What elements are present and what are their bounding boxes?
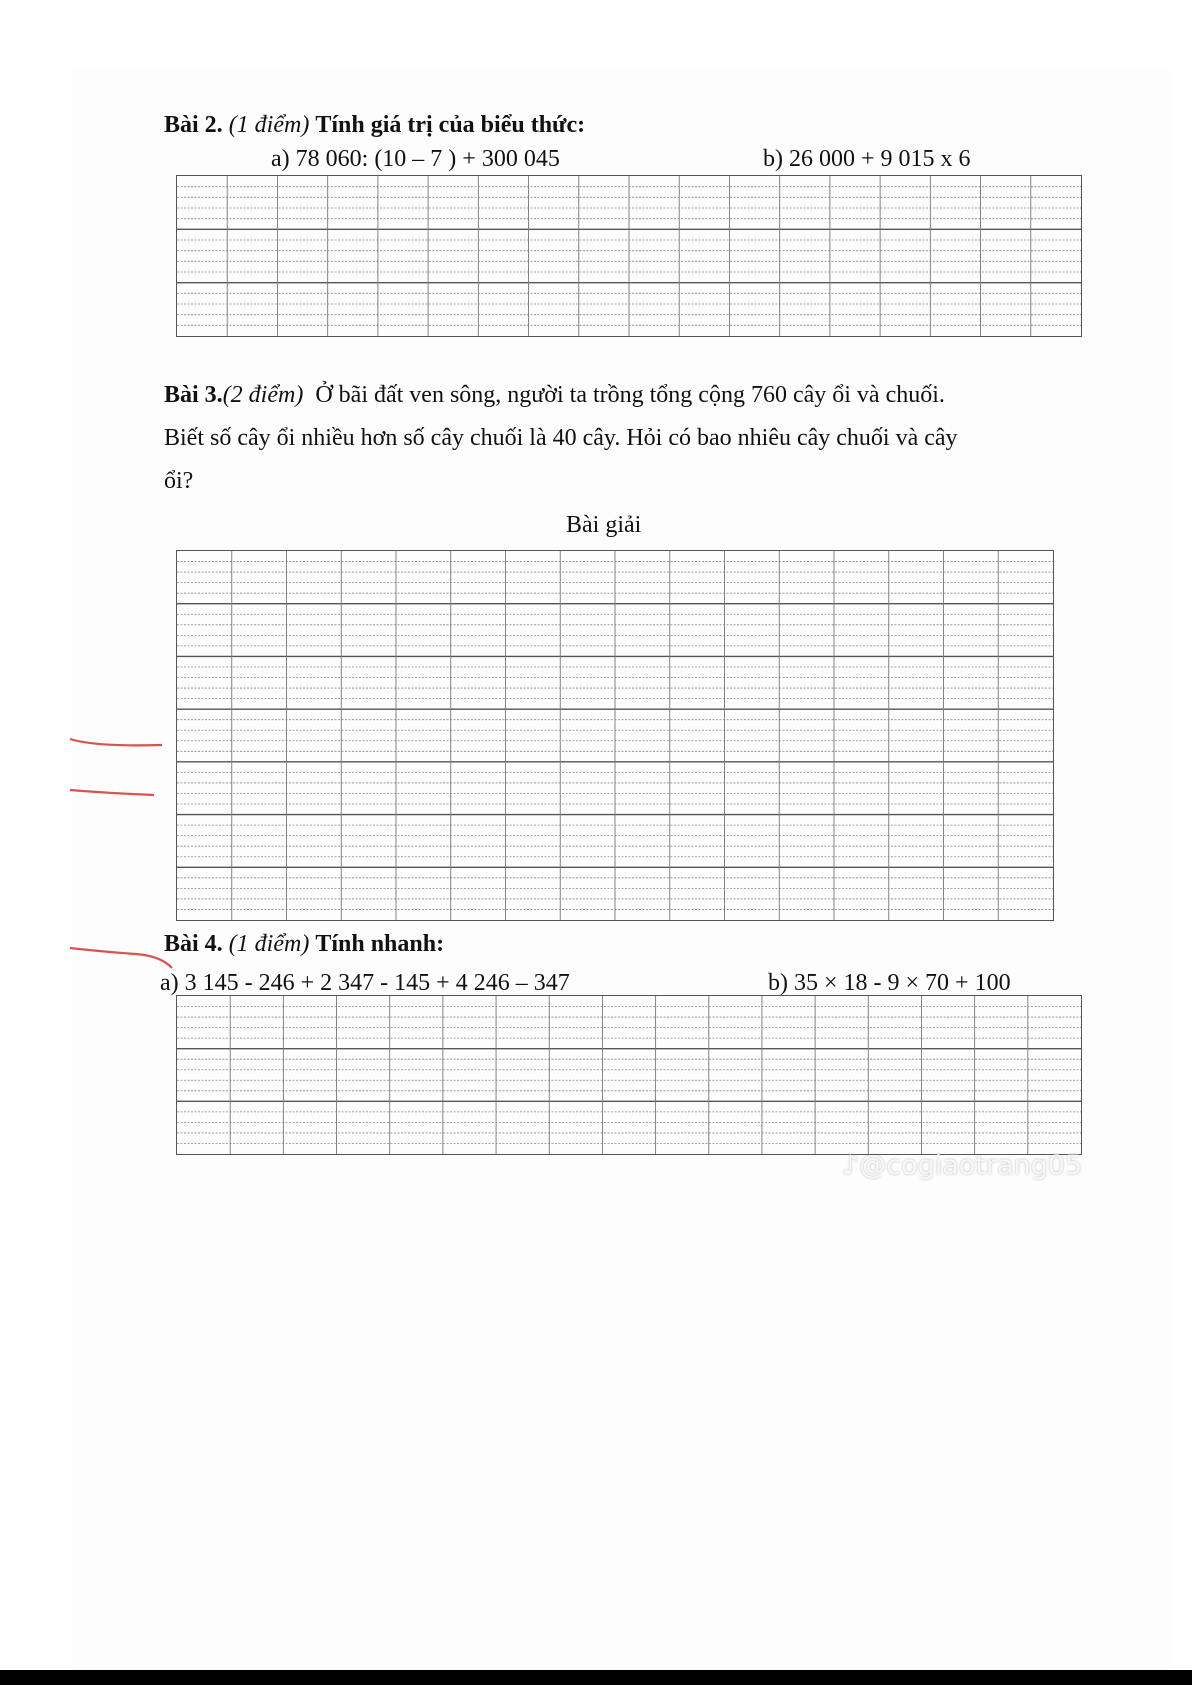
grid-lines [177, 176, 1081, 336]
bai4-expression-a: a) 3 145 - 246 + 2 347 - 145 + 4 246 – 347 [160, 970, 570, 996]
red-stroke-2 [70, 790, 154, 795]
bai3-answer-grid[interactable] [176, 550, 1054, 921]
watermark [842, 1150, 1082, 1181]
bai4-points: (1 điểm) [228, 931, 310, 957]
bottom-bar [0, 1670, 1192, 1685]
bai4-answer-grid[interactable] [176, 995, 1082, 1155]
bai2-label: Bài 2. [164, 112, 223, 138]
red-stroke-1 [70, 739, 162, 745]
bai4-heading [164, 929, 444, 959]
bai3-text-line2: Biết số cây ổi nhiều hơn số cây chuối là 40 cây. Hỏi có bao nhiêu cây chuối và cây [164, 425, 958, 451]
bai3-points: (2 điểm) [222, 382, 304, 408]
bai3-text-line1: Ở bãi đất ven sông, người ta trồng tổng cộng 760 cây ổi và chuối. [315, 382, 945, 408]
red-stroke-3 [70, 948, 172, 968]
bai3-label: Bài 3. [164, 382, 223, 408]
bai2-answer-grid[interactable] [176, 175, 1082, 337]
bai2-expression-b: b) 26 000 + 9 015 x 6 [763, 146, 971, 172]
bai2-task: Tính giá trị của biểu thức: [315, 112, 586, 138]
bai3-text-line3: ổi? [164, 468, 194, 494]
red-pen-mark-2 [66, 940, 176, 980]
tiktok-icon: ♪ [842, 1150, 860, 1181]
watermark-text: @cogiaotrang05 [859, 1150, 1083, 1181]
bai2-expression-a: a) 78 060: (10 – 7 ) + 300 045 [271, 146, 560, 172]
grid-lines [177, 551, 1053, 920]
bai4-expression-b: b) 35 × 18 - 9 × 70 + 100 [768, 970, 1011, 996]
bai4-label: Bài 4. [164, 931, 223, 957]
red-pen-mark [66, 735, 166, 805]
bai3-solution-title: Bài giải [566, 512, 642, 538]
bai2-points: (1 điểm) [228, 112, 310, 138]
bai2-heading [164, 110, 585, 140]
bai4-task: Tính nhanh: [315, 931, 445, 957]
bai3-line-1 [164, 380, 945, 410]
grid-lines [177, 996, 1081, 1154]
